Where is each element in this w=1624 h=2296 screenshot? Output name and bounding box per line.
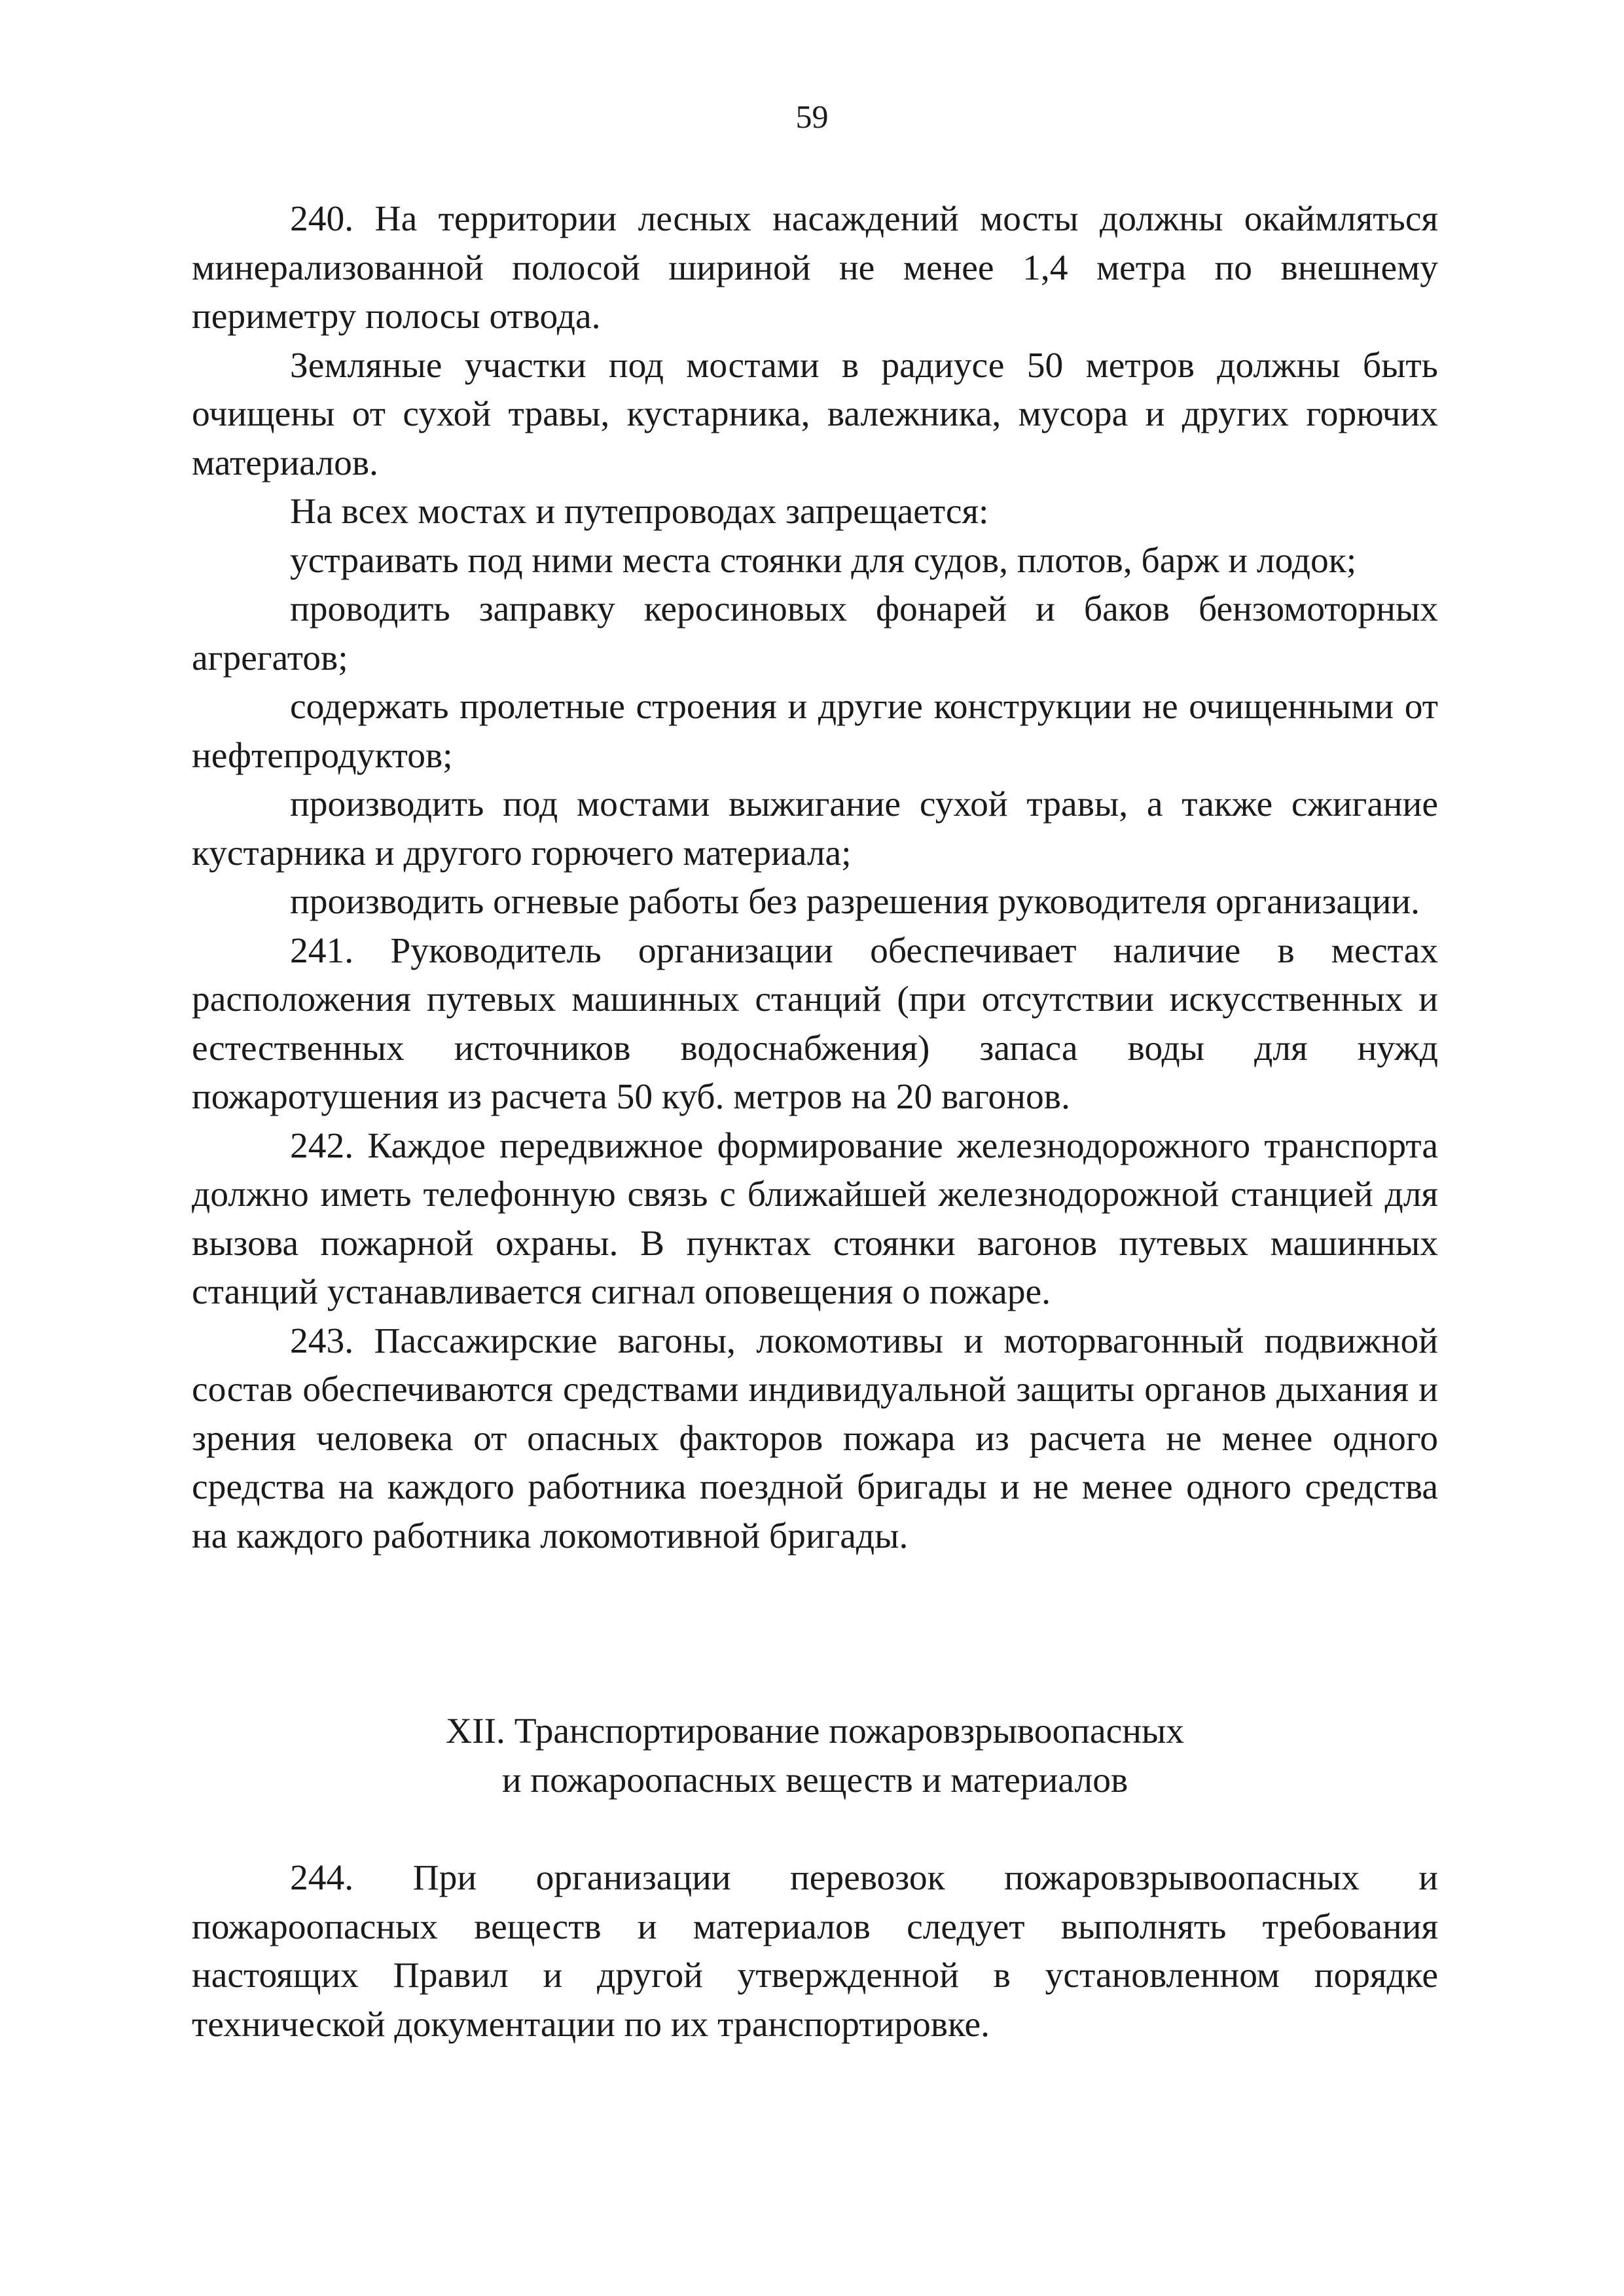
paragraph-prohibited-intro: На всех мостах и путепроводах запрещается: xyxy=(290,492,989,532)
list-item-parking: устраивать под ними места стоянки для судов, плотов, барж и лодок; xyxy=(290,540,1357,581)
section-heading xyxy=(192,1707,1438,1805)
list-item-hot-work: производить огневые работы без разрешения руководителя организации. xyxy=(290,882,1420,922)
paragraph-244: 244. При организации перевозок пожаровзрывоопасных и пожароопасных веществ и материалов следует выполнять требования настоящих Правил и другой утвержденной в установленном порядке технической документации по их транспортировке. xyxy=(192,1858,1438,2045)
document-body xyxy=(192,195,1438,1561)
page-number: 59 xyxy=(795,98,829,135)
paragraph-242: 242. Каждое передвижное формирование железнодорожного транспорта должно иметь телефонную связь с ближайшей железнодорожной станцией для вызова пожарной охраны. В пунктах стоянки вагонов путевых машинных станций устанавливается сигнал оповещения о пожаре. xyxy=(192,1125,1438,1312)
document-body-continued xyxy=(192,1854,1438,2049)
paragraph-243: 243. Пассажирские вагоны, локомотивы и моторвагонный подвижной состав обеспечиваются средствами индивидуальной защиты органов дыхания и зрения человека от опасных факторов пожара из расчета не менее одного средства на каждого работника поездной бригады и не менее одного средства на каждого работника локомотивной бригады. xyxy=(192,1321,1438,1556)
section-title-line-1: XII. Транспортирование пожаровзрывоопасных xyxy=(446,1711,1184,1751)
paragraph-241: 241. Руководитель организации обеспечивает наличие в местах расположения путевых машинных станций (при отсутствии искусственных и естественных источников водоснабжения) запаса воды для нужд пожаротушения из расчета 50 куб. метров на 20 вагонов. xyxy=(192,930,1438,1117)
paragraph-earth-areas: Земляные участки под мостами в радиусе 50 метров должны быть очищены от сухой травы, кустарника, валежника, мусора и других горючих материалов. xyxy=(192,345,1438,483)
list-item-refueling: проводить заправку керосиновых фонарей и баков бензомоторных агрегатов; xyxy=(192,589,1438,678)
paragraph-240: 240. На территории лесных насаждений мосты должны окаймляться минерализованной полосой шириной не менее 1,4 метра по внешнему периметру полосы отвода. xyxy=(192,199,1438,337)
list-item-burning: производить под мостами выжигание сухой травы, а также сжигание кустарника и другого горючего материала; xyxy=(192,784,1438,873)
list-item-cleaning: содержать пролетные строения и другие конструкции не очищенными от нефтепродуктов; xyxy=(192,687,1438,776)
section-title-line-2: и пожароопасных веществ и материалов xyxy=(501,1760,1128,1800)
